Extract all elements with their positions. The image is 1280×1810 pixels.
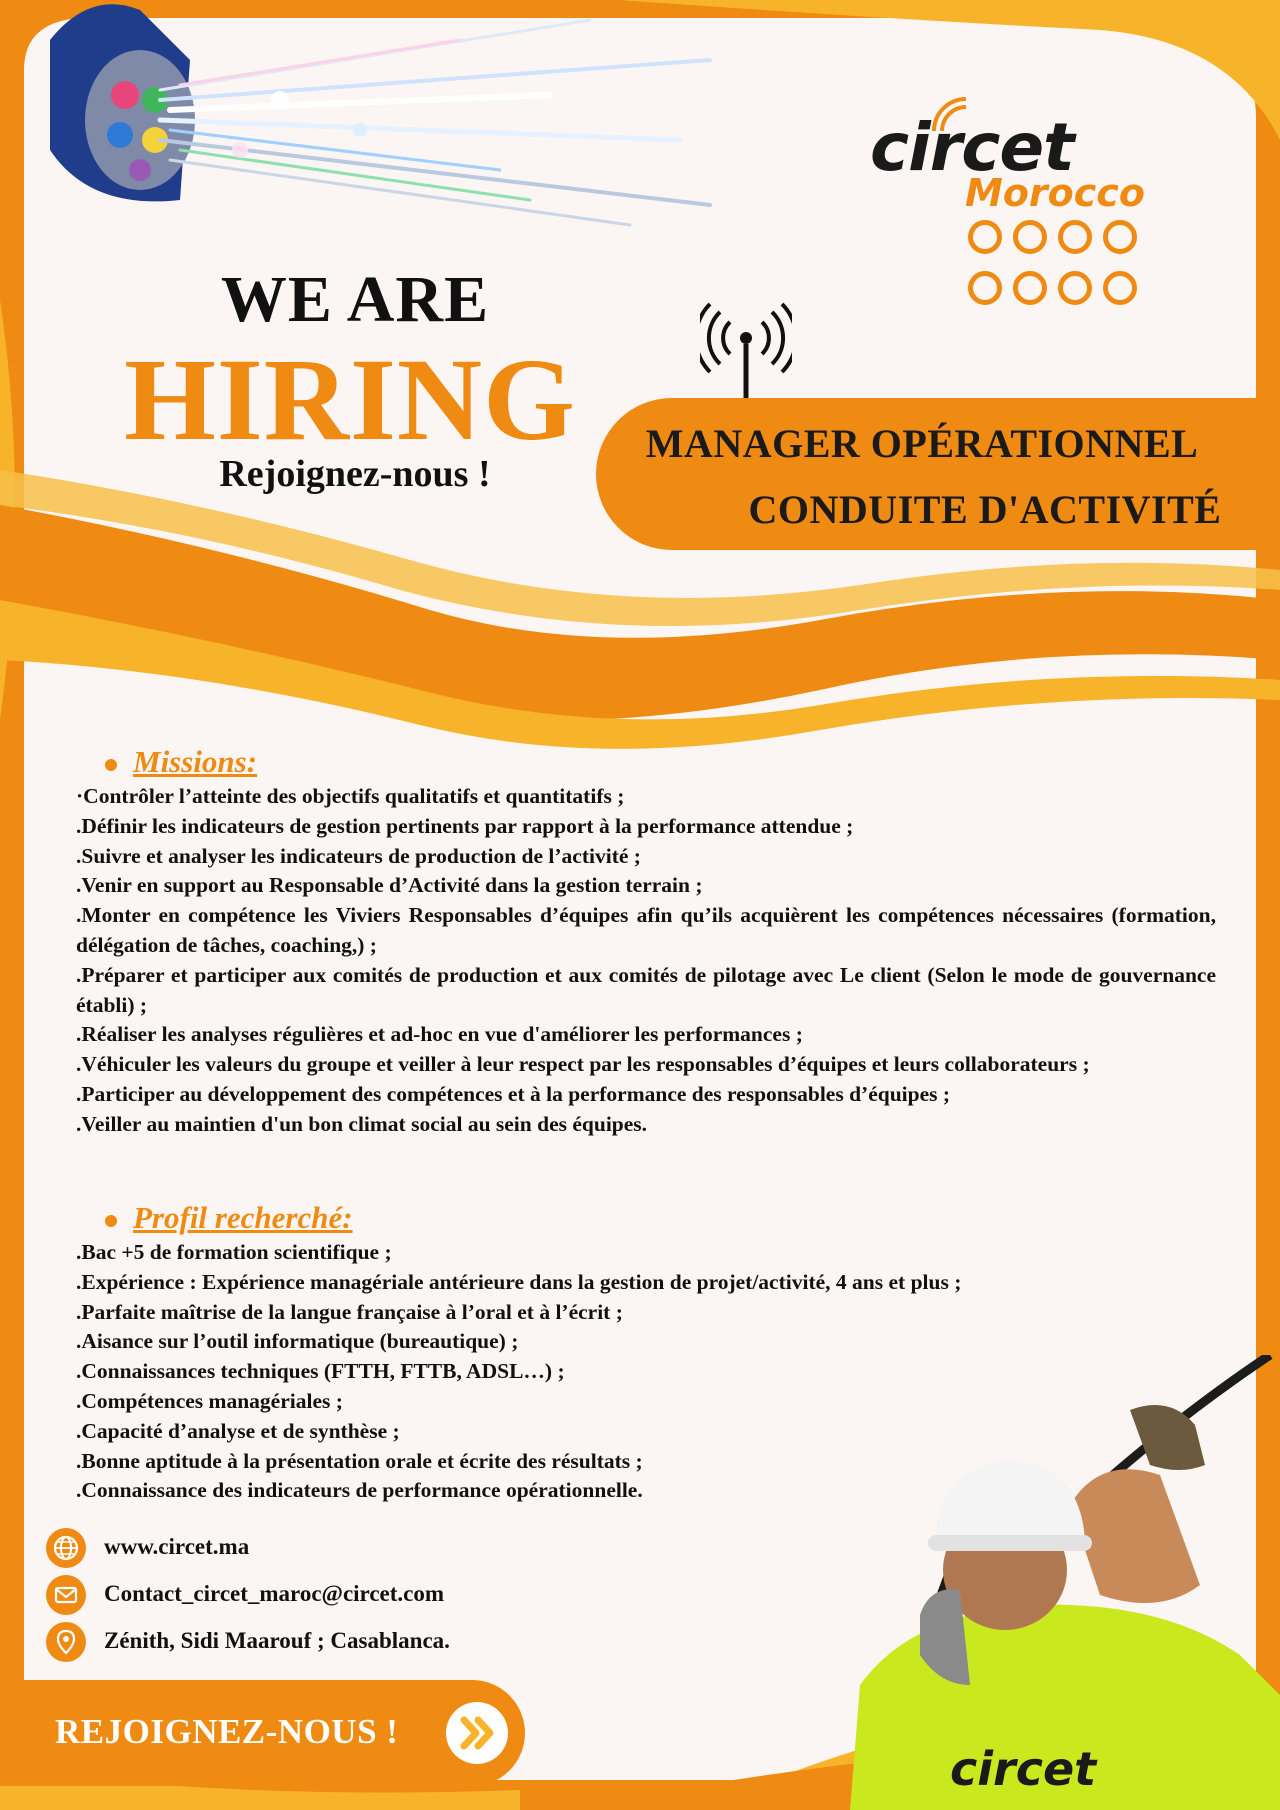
list-item: .Définir les indicateurs de gestion pertinents par rapport à la performance attendue ; <box>76 813 854 838</box>
list-item: .Véhiculer les valeurs du groupe et veiller à leur respect par les responsables d’équipes et leurs collaborateurs ; <box>76 1052 1090 1077</box>
job-title-line2: CONDUITE D'ACTIVITÉ <box>748 487 1222 532</box>
list-item: .Capacité d’analyse et de synthèse ; <box>76 1418 400 1443</box>
missions-list <box>76 782 1216 1140</box>
list-item: .Expérience : Expérience managériale antérieure dans la gestion de projet/activité, 4 ans et plus ; <box>76 1269 962 1294</box>
list-item: .Venir en support au Responsable d’Activité dans la gestion terrain ; <box>76 873 703 898</box>
double-chevron-right-icon[interactable] <box>446 1702 508 1764</box>
bullet-dot <box>105 759 117 771</box>
profil-heading-text: Profil recherché: <box>133 1200 353 1235</box>
logo-country: Morocco <box>965 171 1145 215</box>
antenna-icon <box>700 300 792 400</box>
fiber-optic-illustration <box>30 0 720 260</box>
profil-heading <box>105 1200 353 1236</box>
list-item: .Parfaite maîtrise de la langue française à l’oral et à l’écrit ; <box>76 1299 623 1324</box>
logo-wordmark: circet <box>870 109 1074 186</box>
list-item: .Compétences managériales ; <box>76 1388 343 1413</box>
list-item: .Bonne aptitude à la présentation orale et écrite des résultats ; <box>76 1448 643 1473</box>
bullet-dot <box>105 1215 117 1227</box>
list-item: .Préparer et participer aux comités de production et aux comités de pilotage avec Le client (Selon le mode de gouvernance établi) ; <box>76 962 1216 1017</box>
technician-illustration <box>800 1355 1280 1810</box>
join-us-label[interactable]: REJOIGNEZ-NOUS ! <box>55 1712 399 1751</box>
headline-we-are: WE ARE <box>220 263 490 336</box>
list-item: .Connaissances techniques (FTTH, FTTB, ADSL…) ; <box>76 1359 565 1384</box>
list-item: .Connaissance des indicateurs de performance opérationnelle. <box>76 1478 643 1503</box>
missions-heading <box>105 744 257 780</box>
headline-subtitle: Rejoignez-nous ! <box>219 453 491 495</box>
list-item: .Participer au développement des compétences et à la performance des responsables d’équipes ; <box>76 1081 951 1106</box>
vest-logo-text: circet <box>950 1742 1097 1796</box>
list-item: .Aisance sur l’outil informatique (bureautique) ; <box>76 1329 519 1354</box>
list-item: .Suivre et analyser les indicateurs de production de l’activité ; <box>76 843 641 868</box>
headline-hiring: HIRING <box>124 334 576 465</box>
job-title-line1: MANAGER OPÉRATIONNEL <box>645 421 1199 466</box>
list-item: .Bac +5 de formation scientifique ; <box>76 1240 392 1264</box>
mail-icon <box>46 1575 86 1615</box>
list-item: .Réaliser les analyses régulières et ad-hoc en vue d'améliorer les performances ; <box>76 1022 803 1047</box>
location-pin-icon <box>46 1622 86 1662</box>
list-item: ·Contrôler l’atteinte des objectifs qualitatifs et quantitatifs ; <box>76 784 625 808</box>
email-text[interactable]: Contact_circet_maroc@circet.com <box>104 1581 445 1606</box>
globe-icon <box>46 1528 86 1568</box>
address-text: Zénith, Sidi Maarouf ; Casablanca. <box>104 1628 450 1653</box>
list-item: .Monter en compétence les Viviers Responsables d’équipes afin qu’ils acquièrent les compétences nécessaires (formation, délégation de tâches, coaching,) ; <box>76 903 1216 957</box>
website-text[interactable]: www.circet.ma <box>104 1534 250 1559</box>
circet-morocco-logo <box>870 95 1170 305</box>
logo-dots <box>968 220 1168 322</box>
missions-heading-text: Missions: <box>133 744 258 779</box>
list-item: .Veiller au maintien d'un bon climat social au sein des équipes. <box>76 1111 648 1136</box>
